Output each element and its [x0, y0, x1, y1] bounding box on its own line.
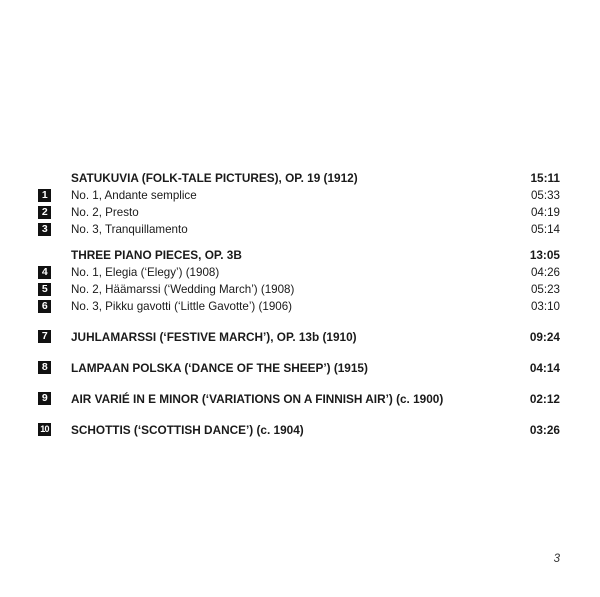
track-duration: 05:33: [530, 189, 560, 202]
track-duration: 09:24: [529, 330, 560, 344]
track-title: No. 1, Andante semplice: [71, 189, 197, 202]
track-title: LAMPAAN POLSKA (‘DANCE OF THE SHEEP’) (1915): [71, 361, 368, 375]
work-header: [38, 169, 560, 187]
track-row: [38, 390, 560, 408]
track-row: [38, 281, 560, 298]
work-total-time: 15:11: [530, 171, 560, 185]
track-row: [38, 204, 560, 221]
track-title: No. 1, Elegia (‘Elegy’) (1908): [71, 266, 220, 279]
track-duration: 04:26: [530, 266, 560, 279]
work-total-time: 13:05: [529, 248, 560, 262]
track-number-badge: 3: [38, 223, 51, 236]
track-title: No. 2, Presto: [71, 206, 139, 219]
track-title: AIR VARIÉ IN E MINOR (‘VARIATIONS ON A FINNISH AIR’) (c. 1900): [71, 392, 444, 406]
track-number-badge: 4: [38, 266, 51, 279]
track-number-badge: 7: [38, 330, 51, 343]
work-group-schottis: [38, 421, 560, 439]
track-duration: 02:12: [529, 392, 560, 406]
work-group-juhlamarssi: [38, 328, 560, 346]
track-title: JUHLAMARSSI (‘FESTIVE MARCH’), OP. 13b (1910): [71, 330, 357, 344]
work-group-satukuvia: [38, 169, 560, 238]
work-header: [38, 246, 560, 264]
track-title: No. 2, Häämarssi (‘Wedding March’) (1908): [71, 283, 295, 296]
work-title: SATUKUVIA (FOLK-TALE PICTURES), OP. 19 (1912): [71, 171, 358, 185]
track-title: No. 3, Pikku gavotti (‘Little Gavotte’) (1906): [71, 300, 293, 313]
work-group-air-varie: [38, 390, 560, 408]
tracklist: [38, 169, 560, 439]
track-duration: 05:23: [530, 283, 560, 296]
track-row: [38, 264, 560, 281]
track-number-badge: 5: [38, 283, 51, 296]
track-duration: 03:26: [529, 423, 560, 437]
work-group-lampaan-polska: [38, 359, 560, 377]
track-number-badge: 6: [38, 300, 51, 313]
track-number-badge: 8: [38, 361, 51, 374]
track-duration: 05:14: [530, 223, 560, 236]
track-row: [38, 359, 560, 377]
track-row: [38, 221, 560, 238]
track-number-badge: 2: [38, 206, 51, 219]
work-group-three-piano-pieces: [38, 246, 560, 315]
track-duration: 04:14: [529, 361, 560, 375]
track-duration: 04:19: [530, 206, 560, 219]
track-title: No. 3, Tranquillamento: [71, 223, 188, 236]
track-number-badge: 1: [38, 189, 51, 202]
track-duration: 03:10: [530, 300, 560, 313]
track-number-badge: 9: [38, 392, 51, 405]
track-row: [38, 187, 560, 204]
track-row: [38, 298, 560, 315]
page-number: 3: [553, 553, 560, 565]
work-title: THREE PIANO PIECES, OP. 3B: [71, 248, 242, 262]
track-number-badge: 10: [38, 423, 51, 436]
track-title: SCHOTTIS (‘SCOTTISH DANCE’) (c. 1904): [71, 423, 304, 437]
track-row: [38, 328, 560, 346]
track-row: [38, 421, 560, 439]
